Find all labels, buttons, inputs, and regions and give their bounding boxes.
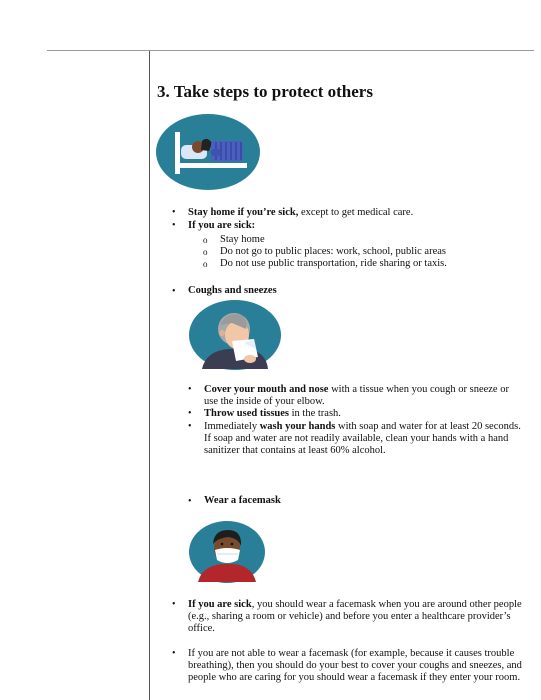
sub-bullet: o bbox=[203, 259, 208, 269]
list-item: If you are not able to wear a facemask (for example, because it causes trouble bbox=[188, 648, 515, 659]
coughs-heading: Coughs and sneezes bbox=[188, 285, 277, 296]
list-item: Immediately wash your hands with soap and water for at least 20 seconds. bbox=[204, 421, 521, 432]
list-item: If you are sick, you should wear a facemask when you are around other people bbox=[188, 599, 522, 610]
bullet: • bbox=[172, 286, 176, 297]
list-item: If you are sick: bbox=[188, 220, 256, 231]
bullet: • bbox=[172, 207, 176, 218]
list-item-continued: breathing), then you should do your best to cover your coughs and sneezes, and bbox=[188, 660, 522, 671]
sub-list-item: Stay home bbox=[220, 234, 265, 245]
sub-list-item: Do not go to public places: work, school, public areas bbox=[220, 246, 446, 257]
list-item-continued: (e.g., sharing a room or vehicle) and before you enter a healthcare provider’s bbox=[188, 611, 511, 622]
list-item-continued: sanitizer that contains at least 60% alcohol. bbox=[204, 445, 386, 456]
list-item-continued: If soap and water are not readily available, clean your hands with a hand bbox=[204, 433, 509, 444]
list-item-continued: office. bbox=[188, 623, 215, 634]
sneeze-illustration bbox=[188, 299, 282, 371]
list-item: Throw used tissues in the trash. bbox=[204, 408, 341, 419]
section-title: 3. Take steps to protect others bbox=[157, 82, 373, 101]
bullet: • bbox=[172, 220, 176, 231]
header-rule bbox=[47, 50, 534, 51]
sub-list-item: Do not use public transportation, ride sharing or taxis. bbox=[220, 258, 447, 269]
bullet: • bbox=[172, 599, 176, 610]
bullet: • bbox=[172, 648, 176, 659]
bullet: • bbox=[188, 384, 192, 395]
facemask-illustration bbox=[188, 520, 266, 584]
bullet: • bbox=[188, 408, 192, 419]
sub-bullet: o bbox=[203, 247, 208, 257]
sub-bullet: o bbox=[203, 235, 208, 245]
list-item-continued: people who are caring for you should wear a facemask if they enter your room. bbox=[188, 672, 521, 683]
bullet: • bbox=[188, 421, 192, 432]
sick-in-bed-illustration bbox=[155, 113, 261, 191]
list-item: Stay home if you’re sick, except to get medical care. bbox=[188, 207, 414, 218]
list-item-continued: use the inside of your elbow. bbox=[204, 396, 325, 407]
margin-rule bbox=[149, 51, 150, 700]
bullet: • bbox=[188, 496, 192, 507]
facemask-heading: Wear a facemask bbox=[204, 495, 281, 506]
list-item: Cover your mouth and nose with a tissue when you cough or sneeze or bbox=[204, 384, 509, 395]
